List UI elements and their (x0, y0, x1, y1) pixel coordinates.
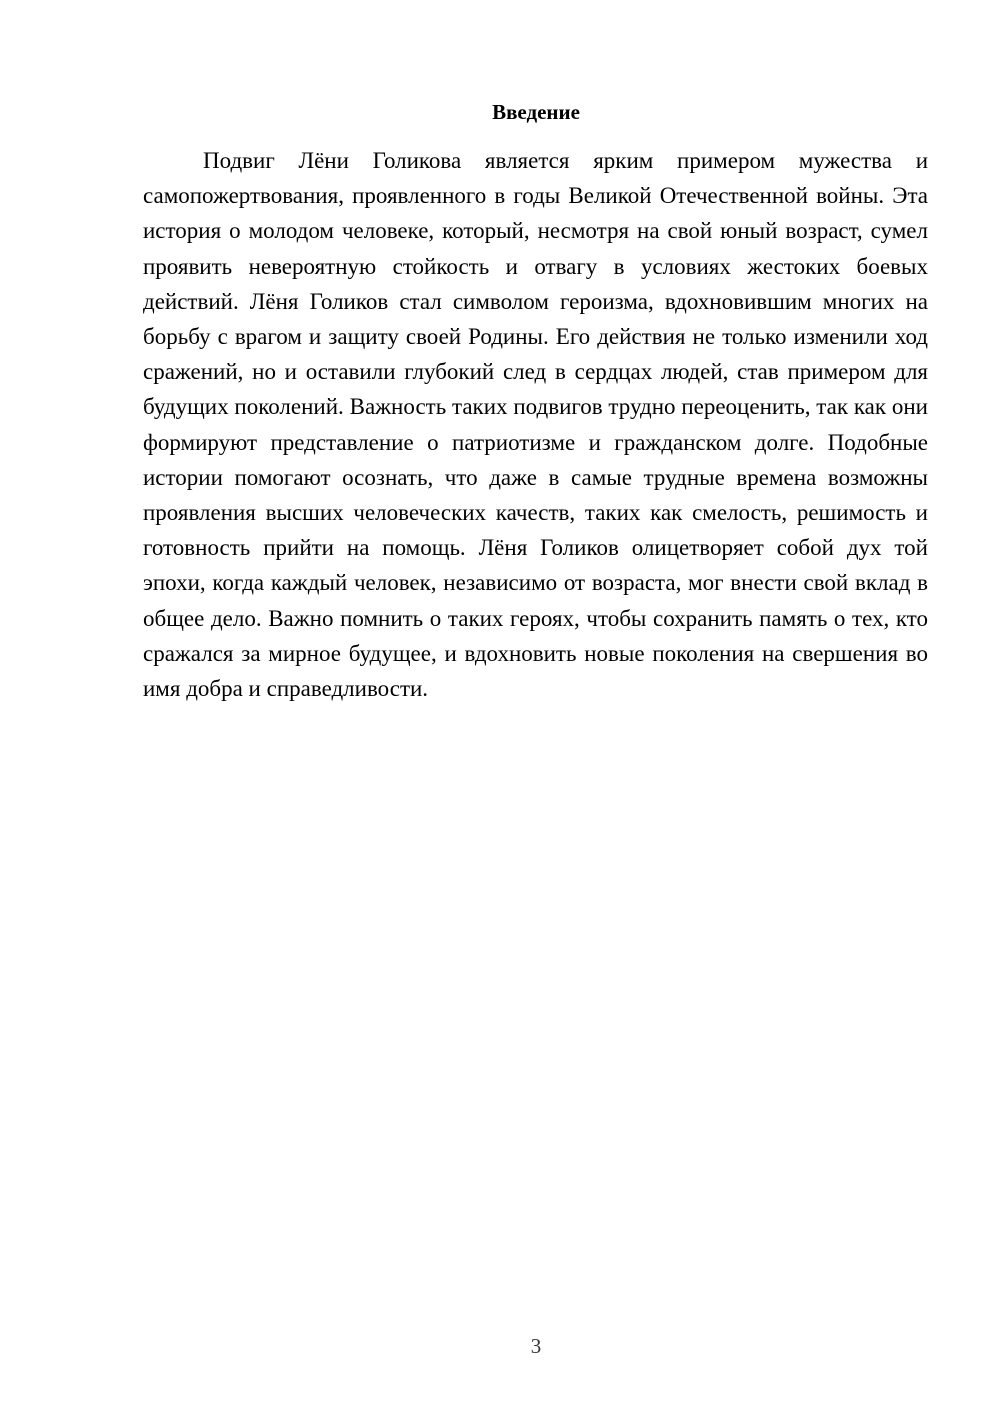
body-paragraph: Подвиг Лёни Голикова является ярким примером мужества и самопожертвования, проявленного в годы Великой Отечественной войны. Эта история о молодом человеке, который, несмотря на свой юный возраст, сумел проявить невероятную стойкость и отвагу в условиях жестоких боевых действий. Лёня Голиков стал символом героизма, вдохновившим многих на борьбу с врагом и защиту своей Родины. Его действия не только изменили ход сражений, но и оставили глубокий след в сердцах людей, став примером для будущих поколений. Важность таких подвигов трудно переоценить, так как они формируют представление о патриотизме и гражданском долге. Подобные истории помогают осознать, что даже в самые трудные времена возможны проявления высших человеческих качеств, таких как смелость, решимость и готовность прийти на помощь. Лёня Голиков олицетворяет собой дух той эпохи, когда каждый человек, независимо от возраста, мог внести свой вклад в общее дело. Важно помнить о таких героях, чтобы сохранить память о тех, кто сражался за мирное будущее, и вдохновить новые поколения на свершения во имя добра и справедливости. (143, 148, 928, 702)
section-heading: Введение (492, 100, 580, 124)
page-number: 3 (530, 1334, 542, 1358)
